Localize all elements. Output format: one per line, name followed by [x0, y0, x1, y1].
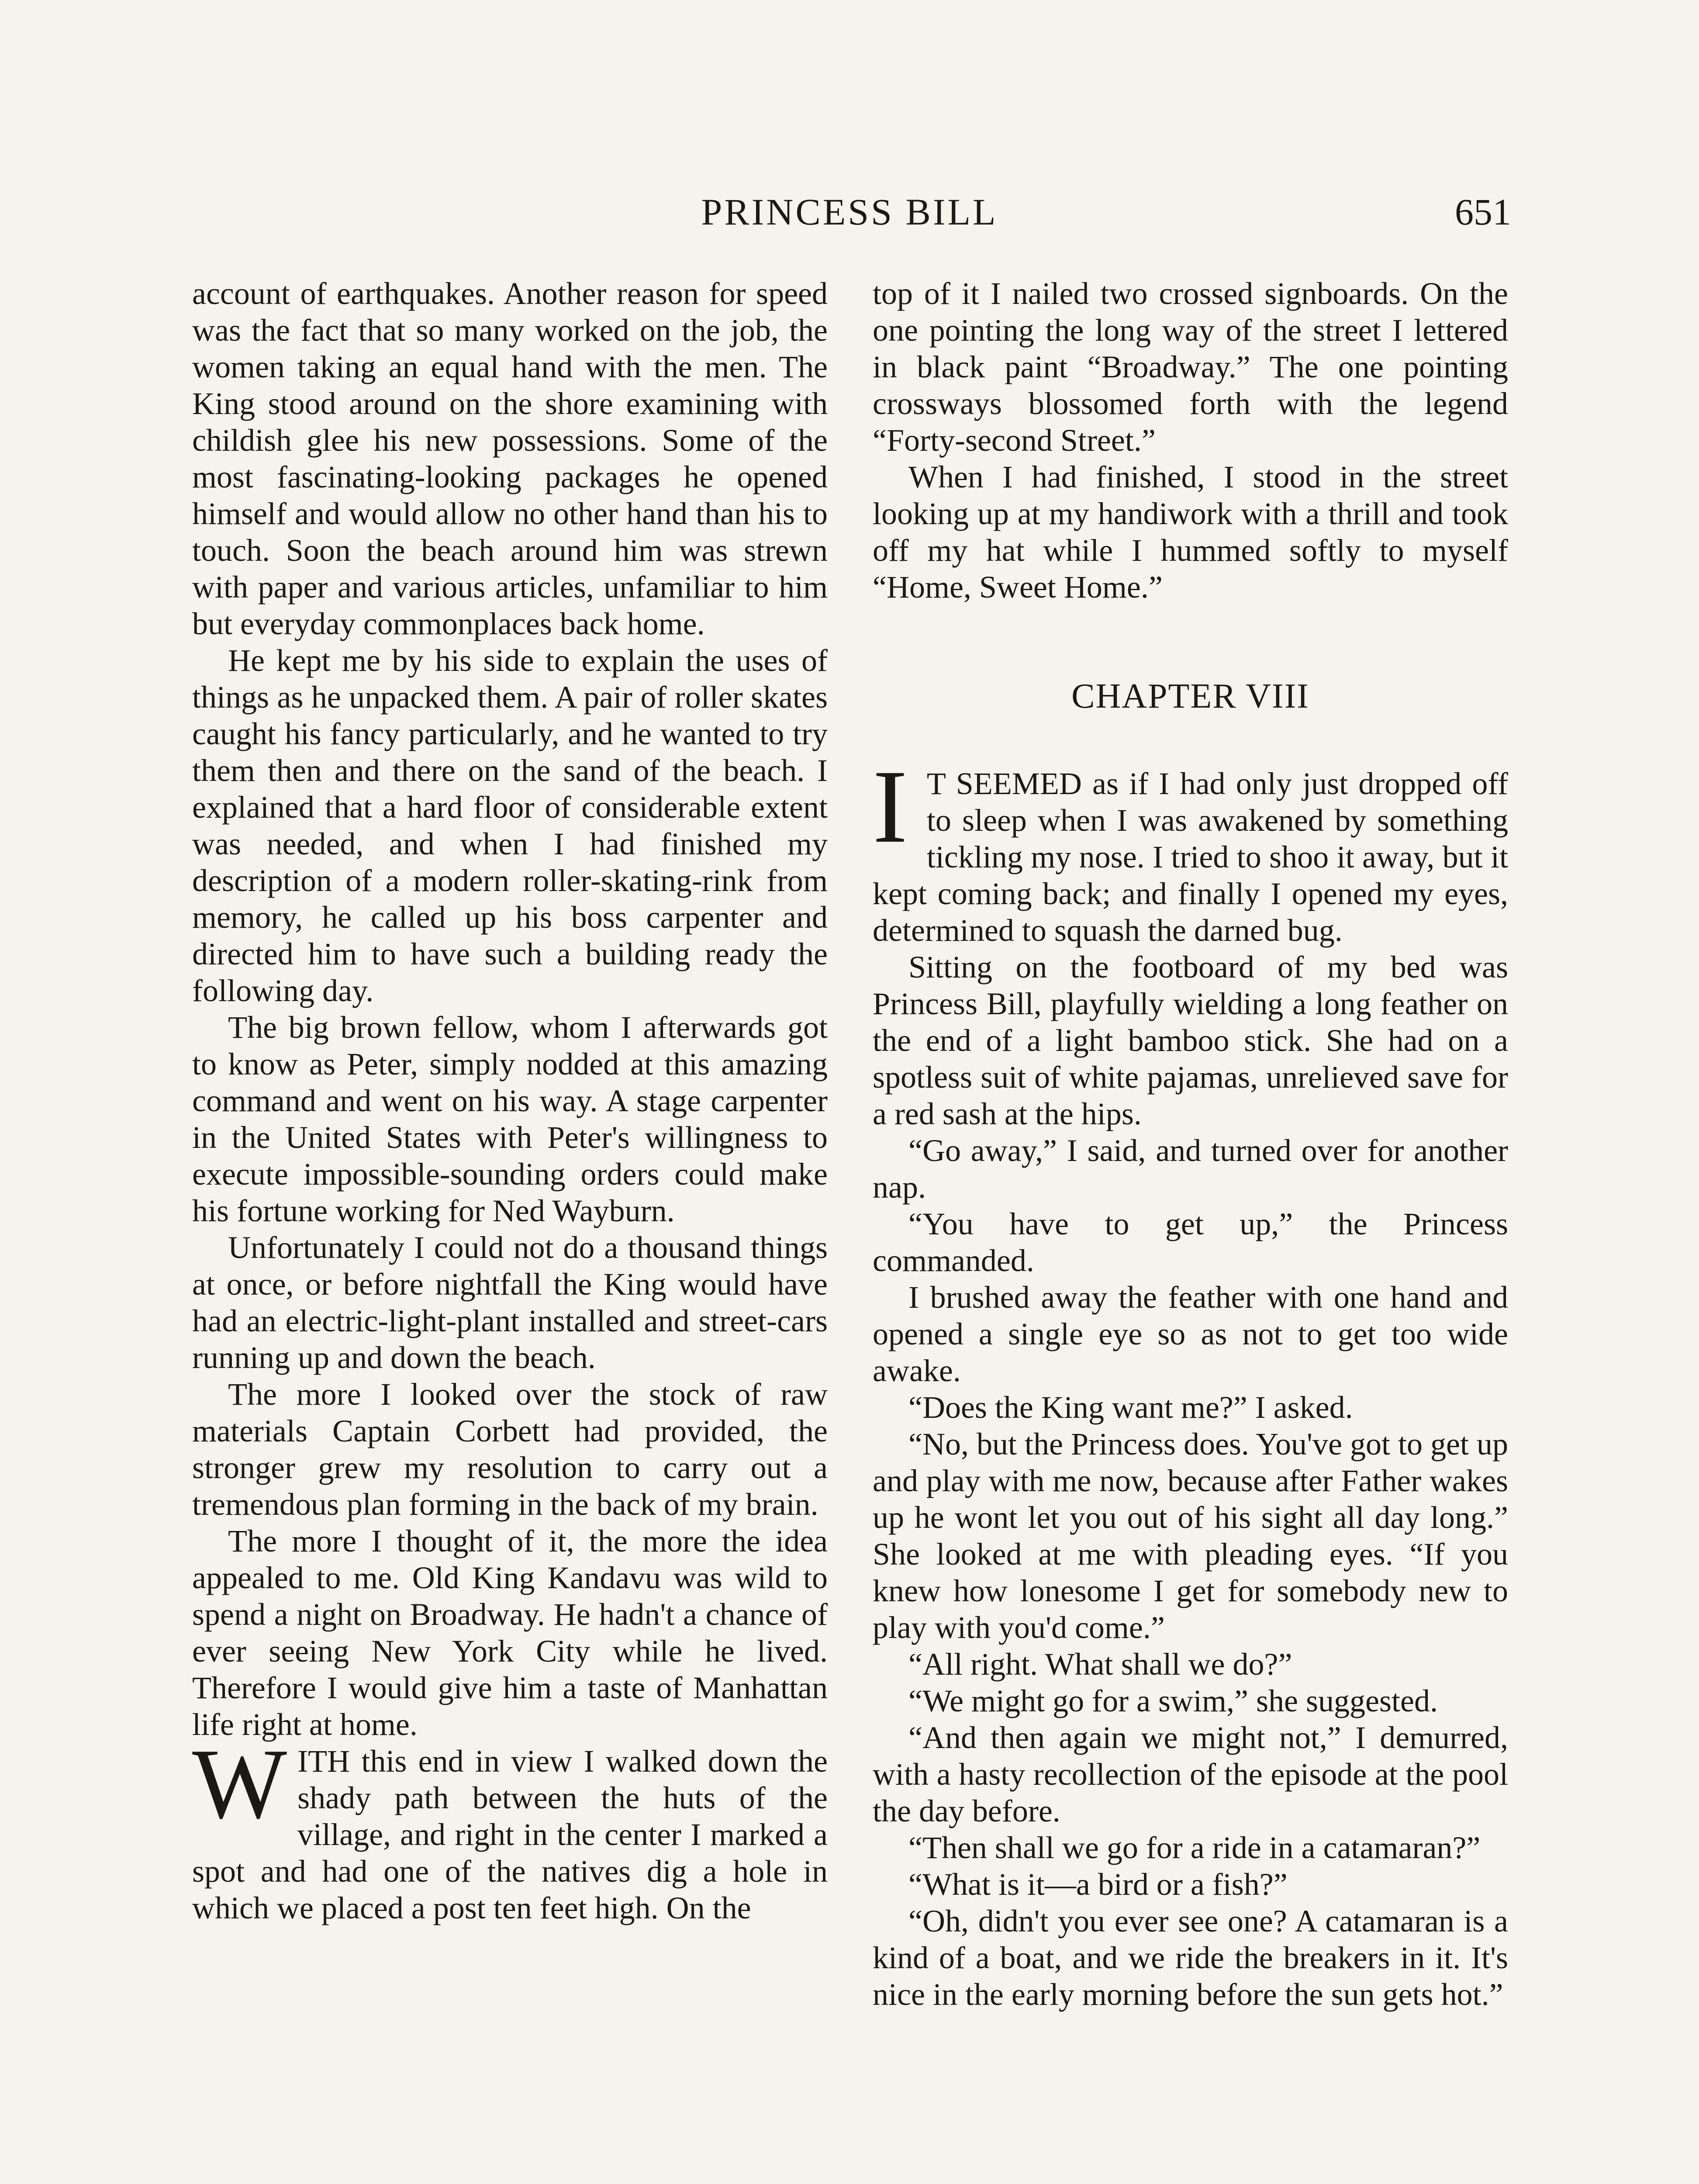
chapter-heading: CHAPTER VIII — [1071, 677, 1309, 715]
paragraph: When I had finished, I stood in the street looking up at my handiwork with a thrill and took off my hat while I hummed softly to myself “Home, Sweet Home.” — [873, 460, 1508, 605]
right-column — [873, 275, 1508, 2013]
paragraph: “And then again we might not,” I demurred, with a hasty recollection of the episode at the pool the day before. — [873, 1720, 1508, 1828]
paragraph: top of it I nailed two crossed signboards. On the one pointing the long way of the street I lettered in black paint “Broadway.” The one pointing crossways blossomed forth with the legend “Forty-second Street.” — [873, 276, 1508, 458]
paragraph: Sitting on the footboard of my bed was Princess Bill, playfully wielding a long feather on the end of a light bamboo stick. She had on a spotless suit of white pajamas, unrelieved save for a red sash at the hips. — [873, 950, 1508, 1131]
paragraph: “No, but the Princess does. You've got to get up and play with me now, because after Father wakes up he wont let you out of his sight all day long.” She looked at me with pleading eyes. “If you knew how lonesome I get for somebody new to play with you'd come.” — [873, 1427, 1508, 1645]
paragraph: “Go away,” I said, and turned over for another nap. — [873, 1133, 1508, 1205]
paragraph: “Then shall we go for a ride in a catamaran?” — [908, 1830, 1481, 1865]
paragraph: Unfortunately I could not do a thousand things at once, or before nightfall the King would have had an electric-light-plant installed and street-cars running up and down the beach. — [192, 1230, 828, 1375]
paragraph: “All right. What shall we do?” — [908, 1647, 1292, 1682]
paragraph: “Does the King want me?” I asked. — [908, 1390, 1353, 1425]
drop-cap: I — [873, 748, 908, 864]
paragraph: “We might go for a swim,” she suggested. — [908, 1683, 1438, 1718]
paragraph: I brushed away the feather with one hand and opened a single eye so as not to get too wide awake. — [873, 1280, 1508, 1388]
paragraph: “Oh, didn't you ever see one? A catamaran is a kind of a boat, and we ride the breakers in it. It's nice in the early morning before the sun gets hot.” — [873, 1904, 1508, 2012]
paragraph: The more I looked over the stock of raw materials Captain Corbett had provided, the stronger grew my resolution to carry out a tremendous plan forming in the back of my brain. — [192, 1377, 828, 1522]
page-header — [0, 188, 1699, 236]
paragraph: The more I thought of it, the more the idea appealed to me. Old King Kandavu was wild to spend a night on Broadway. He hadn't a chance of ever seeing New York City while he lived. Therefore I would give him a taste of Manhattan life right at home. — [192, 1524, 828, 1742]
paragraph-text: T SEEMED as if I had only just dropped off to sleep when I was awakened by something tickling my nose. I tried to shoo it away, but it kept coming back; and finally I opened my eyes, determined to squash the darned bug. — [873, 766, 1508, 948]
left-column — [192, 275, 828, 1926]
running-title: PRINCESS BILL — [701, 191, 998, 233]
drop-cap: W — [192, 1728, 287, 1839]
paragraph: He kept me by his side to explain the uses of things as he unpacked them. A pair of roller skates caught his fancy particularly, and he wanted to try them then and there on the sand of the beach. I explained that a hard floor of considerable extent was needed, and when I had finished my description of a modern roller-skating-rink from memory, he called up his boss carpenter and directed him to have such a building ready the following day. — [192, 643, 828, 1008]
page-number: 651 — [1455, 191, 1511, 233]
chapter-opening-paragraph — [873, 748, 1508, 949]
paragraph: account of earthquakes. Another reason for speed was the fact that so many worked on the job, the women taking an equal hand with the men. The King stood around on the shore examining with childish glee his new possessions. Some of the most fascinating-looking packages he opened himself and would allow no other hand than his to touch. Soon the beach around him was strewn with paper and various articles, unfamiliar to him but everyday commonplaces back home. — [192, 276, 828, 641]
paragraph: “You have to get up,” the Princess commanded. — [873, 1206, 1508, 1278]
paragraph-text: ITH this end in view I walked down the shady path between the huts of the village, and right in the center I marked a spot and had one of the natives dig a hole in which we placed a post ten feet high. On the — [192, 1744, 828, 1925]
paragraph: “What is it—a bird or a fish?” — [908, 1867, 1288, 1902]
paragraph: The big brown fellow, whom I afterwards got to know as Peter, simply nodded at this amazing command and went on his way. A stage carpenter in the United States with Peter's willingness to execute impossible-sounding orders could make his fortune working for Ned Wayburn. — [192, 1010, 828, 1228]
section-opening-paragraph — [192, 1728, 828, 1926]
